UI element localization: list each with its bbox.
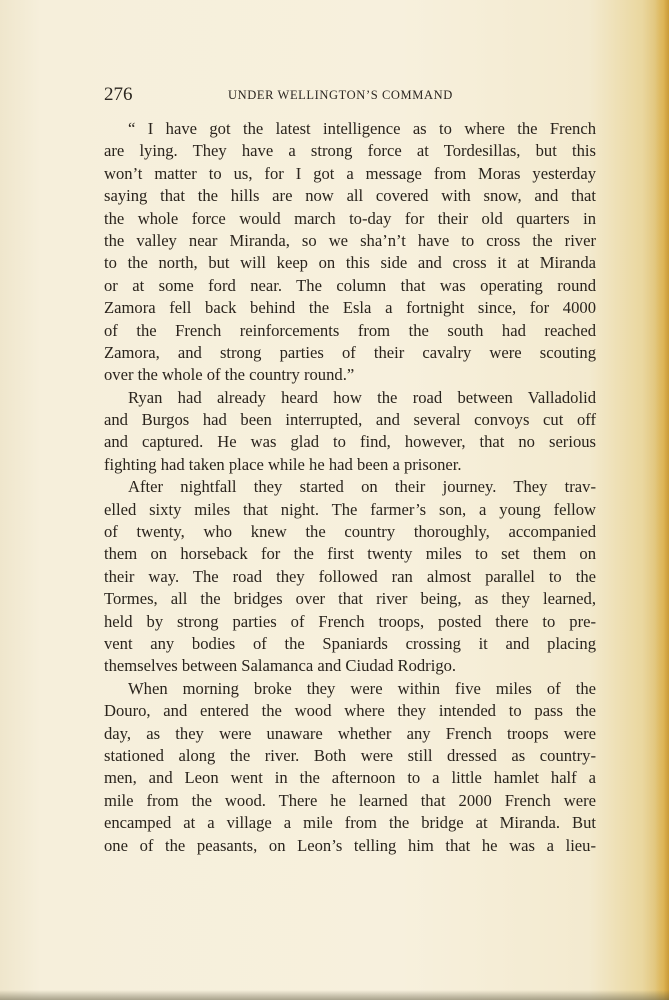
text-line: encamped at a village a mile from the bridge at Miranda. But <box>104 813 596 833</box>
text-line: Zamora fell back behind the Esla a fortnight since, for 4000 <box>104 298 596 318</box>
page-number: 276 <box>104 84 133 105</box>
text-line: themselves between Salamanca and Ciudad Rodrigo. <box>104 656 457 676</box>
text-line: Tormes, all the bridges over that river being, as they learned, <box>104 589 596 609</box>
text-line: elled sixty miles that night. The farmer’s son, a young fellow <box>104 499 596 519</box>
page-header <box>104 84 596 106</box>
text-line: their way. The road they followed ran almost parallel to the <box>104 566 596 586</box>
text-line: them on horseback for the first twenty miles to set them on <box>104 544 596 564</box>
text-line: are lying. They have a strong force at Tordesillas, but this <box>104 141 596 161</box>
text-line: mile from the wood. There he learned that 2000 French were <box>104 790 596 810</box>
text-line: over the whole of the country round.” <box>104 365 355 385</box>
text-line: held by strong parties of French troops, posted there to pre- <box>104 611 596 631</box>
text-line: day, as they were unaware whether any French troops were <box>104 723 596 743</box>
text-line: Ryan had already heard how the road between Valladolid <box>128 387 596 407</box>
text-line: When morning broke they were within five miles of the <box>128 678 596 698</box>
page-edge-shadow <box>655 0 669 1000</box>
text-line: and Burgos had been interrupted, and several convoys cut off <box>104 410 596 430</box>
text-line: After nightfall they started on their journey. They trav- <box>128 477 596 497</box>
text-line: men, and Leon went in the afternoon to a little hamlet half a <box>104 768 596 788</box>
text-line: of the French reinforcements from the south had reached <box>104 320 596 340</box>
text-line: the valley near Miranda, so we sha’n’t have to cross the river <box>104 230 596 250</box>
text-line: fighting had taken place while he had been a prisoner. <box>104 454 462 474</box>
text-line: the whole force would march to-day for their old quarters in <box>104 208 596 228</box>
text-line: stationed along the river. Both were still dressed as country- <box>104 745 596 765</box>
text-line: won’t matter to us, for I got a message from Moras yesterday <box>104 163 596 183</box>
text-line: or at some ford near. The column that was operating round <box>104 275 596 295</box>
text-line: “ I have got the latest intelligence as to where the French <box>128 119 596 138</box>
text-line: Douro, and entered the wood where they intended to pass the <box>104 701 596 721</box>
body-text <box>104 118 596 857</box>
text-line: one of the peasants, on Leon’s telling him that he was a lieu- <box>104 835 596 855</box>
page-bottom-shadow <box>0 990 669 1000</box>
text-line: to the north, but will keep on this side and cross it at Miranda <box>104 253 596 273</box>
text-line: and captured. He was glad to find, however, that no serious <box>104 432 596 452</box>
running-head: UNDER WELLINGTON’S COMMAND <box>228 88 453 102</box>
text-line: saying that the hills are now all covered with snow, and that <box>104 186 596 206</box>
text-line: vent any bodies of the Spaniards crossing it and placing <box>104 633 596 653</box>
text-line: of twenty, who knew the country thoroughly, accompanied <box>104 522 596 542</box>
text-line: Zamora, and strong parties of their cavalry were scouting <box>104 342 596 362</box>
